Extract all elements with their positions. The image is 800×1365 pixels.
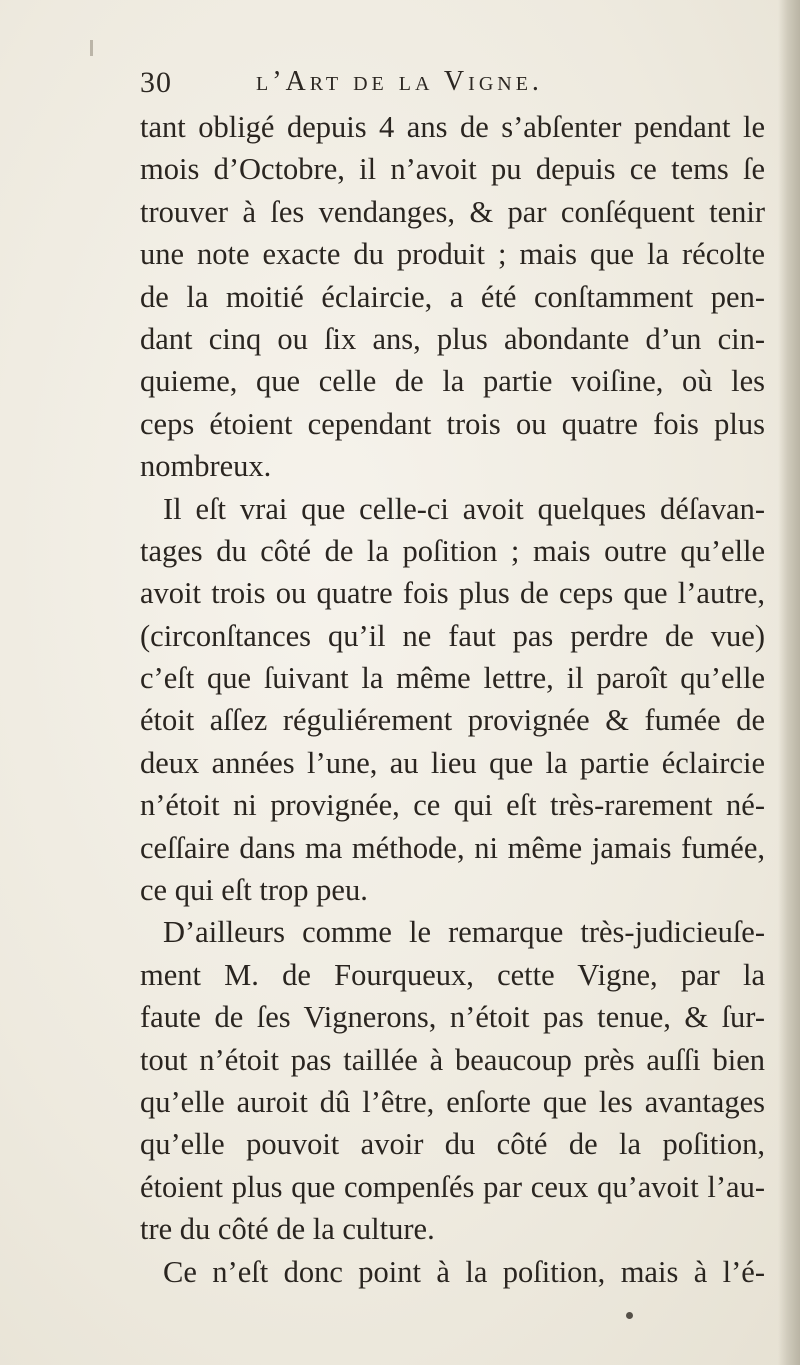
page-header <box>140 66 740 106</box>
text-line: Ce n’eſt donc point à la poſition, mais à l’é- <box>163 1254 765 1289</box>
body-text <box>140 106 765 1293</box>
text-line: Il eſt vrai que celle-ci avoit quelques déſavan- <box>163 491 765 526</box>
text-line: c’eſt que ſuivant la même lettre, il paroît qu’elle <box>140 661 765 696</box>
binding-edge <box>778 0 800 1365</box>
text-line: (circonſtances qu’il ne faut pas perdre de vue) <box>140 618 765 653</box>
text-line: faute de ſes Vignerons, n’étoit pas tenue, & ſur- <box>140 1000 765 1035</box>
text-line: tout n’étoit pas taillée à beaucoup près auſſi bien <box>140 1042 765 1077</box>
text-line: ceps étoient cependant trois ou quatre fois plus <box>140 406 765 441</box>
text-line: ce qui eſt trop peu. <box>140 873 368 908</box>
page-edge-mark <box>90 40 93 56</box>
text-line: trouver à ſes vendanges, & par conſéquent tenir <box>140 194 765 229</box>
text-line: qu’elle pouvoit avoir du côté de la poſition, <box>140 1127 765 1162</box>
text-line: étoient plus que compenſés par ceux qu’avoit l’au- <box>140 1169 765 1204</box>
text-line: de la moitié éclaircie, a été conſtamment pen- <box>140 279 765 314</box>
text-line: tre du côté de la culture. <box>140 1212 435 1247</box>
text-line: avoit trois ou quatre fois plus de ceps que l’autre, <box>140 576 765 611</box>
text-line: nombreux. <box>140 449 272 484</box>
ink-dot <box>626 1312 633 1319</box>
text-line: tant obligé depuis 4 ans de s’abſenter pendant le <box>140 110 765 144</box>
text-line: ceſſaire dans ma méthode, ni même jamais fumée, <box>140 830 765 865</box>
text-line: qu’elle auroit dû l’être, enſorte que les avantages <box>140 1084 765 1119</box>
running-title: l’Art de la Vigne. <box>256 66 543 97</box>
text-line: deux années l’une, au lieu que la partie éclaircie <box>140 745 765 780</box>
text-line: étoit aſſez réguliérement provignée & fumée de <box>140 703 765 738</box>
text-line: dant cinq ou ſix ans, plus abondante d’un cin- <box>140 321 765 356</box>
text-line: D’ailleurs comme le remarque très-judicieuſe- <box>163 915 765 950</box>
page-number: 30 <box>140 66 172 99</box>
text-line: tages du côté de la poſition ; mais outre qu’elle <box>140 533 765 568</box>
text-line: mois d’Octobre, il n’avoit pu depuis ce tems ſe <box>140 152 765 187</box>
text-line: quieme, que celle de la partie voiſine, où les <box>140 364 765 399</box>
text-line: ment M. de Fourqueux, cette Vigne, par la <box>140 957 765 992</box>
text-line: une note exacte du produit ; mais que la récolte <box>140 237 765 272</box>
text-line: n’étoit ni provignée, ce qui eſt très-rarement né- <box>140 788 765 823</box>
